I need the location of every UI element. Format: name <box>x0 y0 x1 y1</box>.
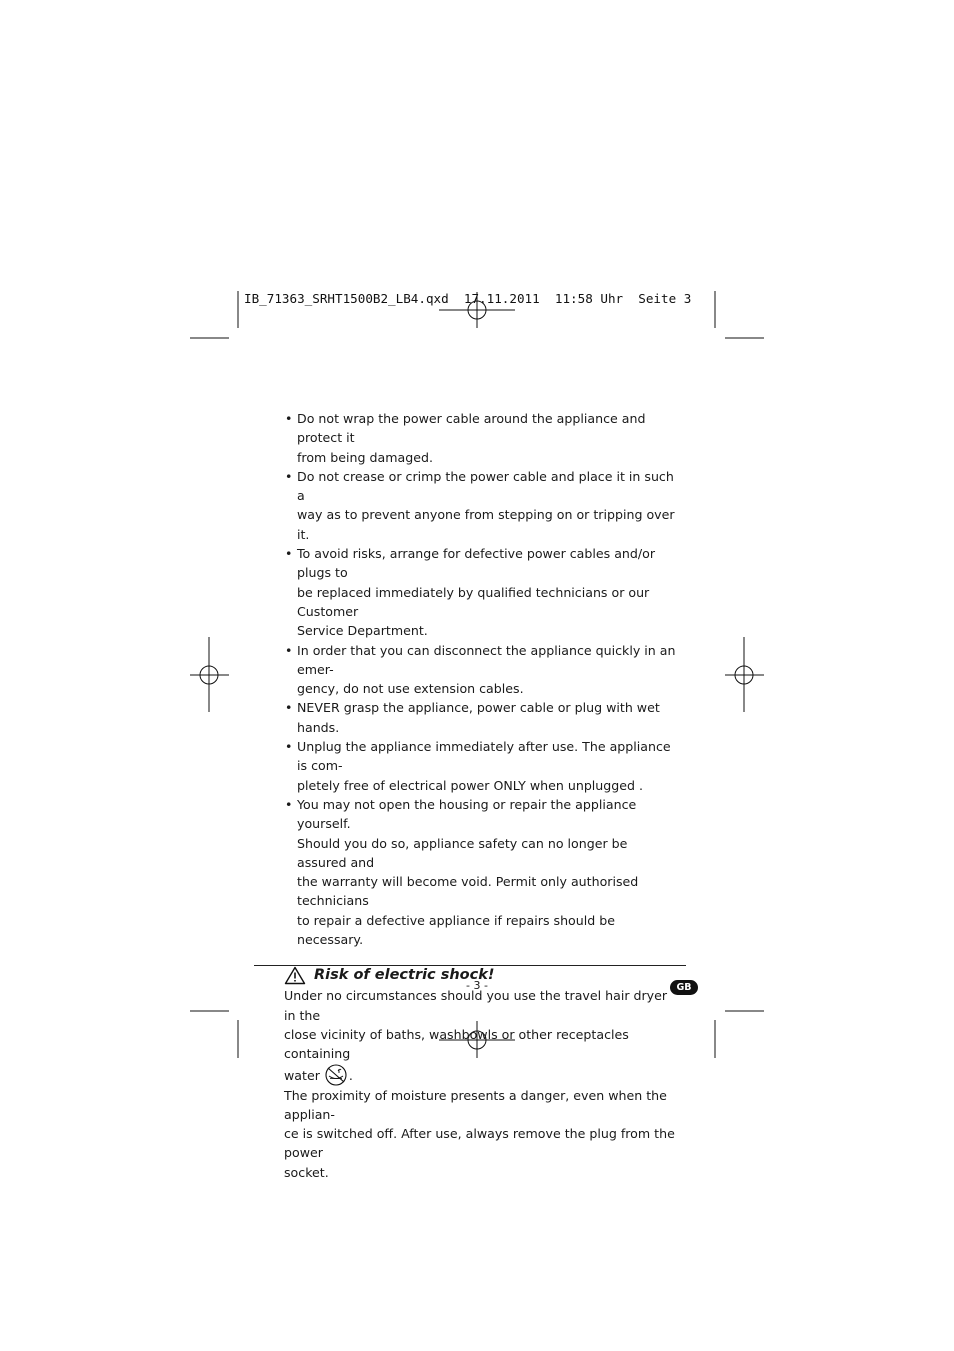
paragraph-line: socket. <box>284 1164 329 1180</box>
paragraph-line: ce is switched off. After use, always remove the plug from the power <box>284 1126 675 1161</box>
bullet-line: Should you do so, appliance safety can no longer be assured and <box>297 835 628 870</box>
bullet-item <box>284 737 676 795</box>
bullet-line: to repair a defective appliance if repairs should be necessary. <box>297 912 615 948</box>
bullet-item <box>284 544 676 640</box>
bullet-line: In order that you can disconnect the appliance quickly in an emer- <box>297 642 676 677</box>
bullet-item <box>284 409 676 467</box>
footer-rule <box>254 965 686 966</box>
no-water-bath-icon <box>324 1064 348 1086</box>
water-warning-paragraph <box>284 986 676 1085</box>
paragraph-line: . <box>348 1067 353 1083</box>
print-slug-line: IB_71363_SRHT1500B2_LB4.qxd 17.11.2011 11:58 Uhr Seite 3 <box>244 291 692 306</box>
bullet-line: You may not open the housing or repair the appliance yourself. <box>297 796 637 832</box>
warning-title: Risk of electric shock! <box>314 966 495 983</box>
language-badge: GB <box>670 980 698 995</box>
safety-bullet-list <box>284 409 676 949</box>
bullet-line: gency, do not use extension cables. <box>297 681 524 697</box>
bullet-line: way as to prevent anyone from stepping on or tripping over it. <box>297 507 675 542</box>
bullet-line: the warranty will become void. Permit only authorised technicians <box>297 874 639 909</box>
bullet-item <box>284 641 676 699</box>
page-content <box>284 409 676 1182</box>
bullet-line: Unplug the appliance immediately after use. The appliance is com- <box>297 739 671 774</box>
bullet-item <box>284 467 676 544</box>
paragraph-line: close vicinity of baths, washbowls or other receptacles containing <box>284 1026 629 1062</box>
bullet-line: pletely free of electrical power ONLY when unplugged . <box>297 777 644 793</box>
bullet-item <box>284 795 676 949</box>
moisture-paragraph <box>284 1086 676 1182</box>
bullet-line: be replaced immediately by qualified technicians or our Customer <box>297 584 650 619</box>
paragraph-line: water <box>284 1067 320 1083</box>
bullet-line: from being damaged. <box>297 449 433 465</box>
bullet-line: Do not crease or crimp the power cable and place it in such a <box>297 468 674 504</box>
page-number: - 3 - <box>466 979 488 992</box>
warning-triangle-icon <box>284 966 306 985</box>
bullet-line: To avoid risks, arrange for defective power cables and/or plugs to <box>297 546 656 581</box>
bullet-line: Service Department. <box>297 623 428 639</box>
bullet-line: Do not wrap the power cable around the appliance and protect it <box>297 411 646 446</box>
paragraph-line: Under no circumstances should you use the travel hair dryer in the <box>284 988 668 1023</box>
bullet-line: NEVER grasp the appliance, power cable or plug with wet hands. <box>297 700 660 735</box>
bullet-item <box>284 698 676 737</box>
paragraph-line: The proximity of moisture presents a danger, even when the applian- <box>284 1087 667 1122</box>
